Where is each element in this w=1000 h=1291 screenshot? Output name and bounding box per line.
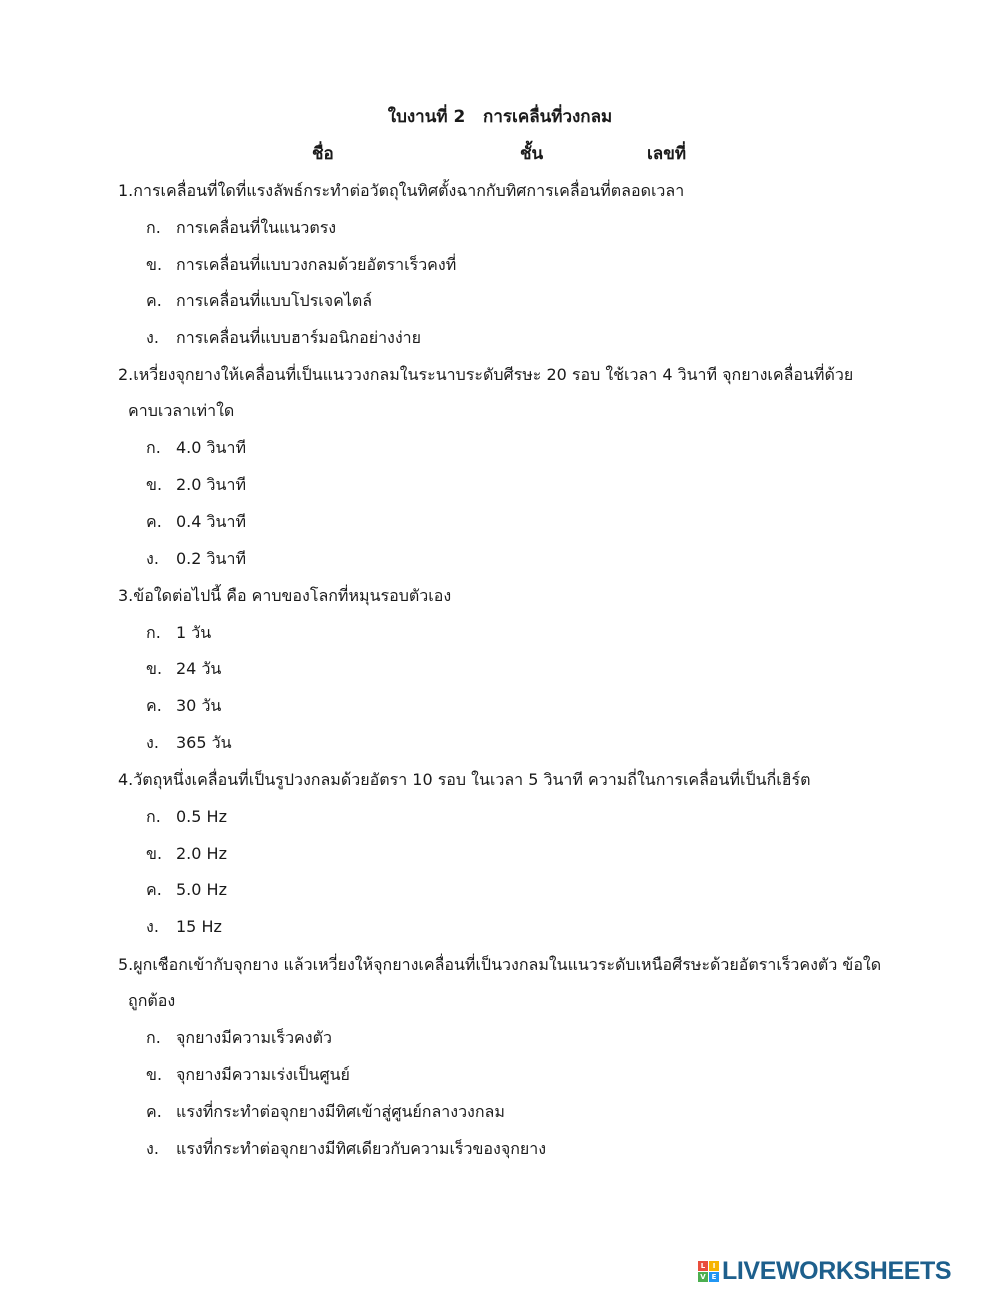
option-2a[interactable] (146, 435, 246, 461)
option-text: การเคลื่อนที่ในแนวตรง (176, 218, 337, 237)
option-text: 2.0 วินาที (176, 475, 246, 494)
option-5a[interactable] (146, 1025, 332, 1051)
option-2c[interactable] (146, 509, 246, 535)
option-text: 2.0 Hz (176, 844, 227, 863)
option-letter: ก. (146, 623, 161, 642)
question-5-continuation: ถูกต้อง (128, 991, 176, 1010)
option-letter: ค. (146, 696, 162, 715)
option-text: 0.4 วินาที (176, 512, 246, 531)
option-4a[interactable] (146, 804, 227, 830)
option-text: 0.2 วินาที (176, 549, 246, 568)
option-text: การเคลื่อนที่แบบฮาร์มอนิกอย่างง่าย (176, 328, 422, 347)
option-2b[interactable] (146, 472, 246, 498)
question-2: 2.เหวี่ยงจุกยางให้เคลื่อนที่เป็นแนววงกลมในระนาบระดับศีรษะ 20 รอบ ใช้เวลา 4 วินาที จุกยางเคลื่อนที่ด้วย (118, 365, 854, 384)
option-text: 0.5 Hz (176, 807, 227, 826)
option-3d[interactable] (146, 730, 232, 756)
option-text: การเคลื่อนที่แบบวงกลมด้วยอัตราเร็วคงที่ (176, 255, 457, 274)
option-3a[interactable] (146, 620, 211, 646)
worksheet-title: ใบงานที่ 2 การเคลื่นที่วงกลม (387, 107, 613, 127)
option-5b[interactable] (146, 1062, 350, 1088)
logo-tile-v: V (698, 1272, 708, 1282)
option-text: 4.0 วินาที (176, 438, 246, 457)
logo-tile-l: L (698, 1261, 708, 1271)
option-2d[interactable] (146, 546, 246, 572)
option-letter: ง. (146, 1139, 159, 1158)
option-letter: ค. (146, 512, 162, 531)
option-letter: ข. (146, 1065, 163, 1084)
option-text: 24 วัน (176, 659, 222, 678)
option-letter: ก. (146, 218, 161, 237)
option-letter: ค. (146, 1102, 162, 1121)
number-label: เลขที่ (647, 144, 687, 164)
option-letter: ข. (146, 659, 163, 678)
option-5d[interactable] (146, 1136, 546, 1162)
question-3: 3.ข้อใดต่อไปนี้ คือ คาบของโลกที่หมุนรอบตัวเอง (118, 586, 452, 605)
option-3c[interactable] (146, 693, 221, 719)
option-5c[interactable] (146, 1099, 505, 1125)
option-letter: ก. (146, 1028, 161, 1047)
option-letter: ข. (146, 475, 163, 494)
option-letter: ง. (146, 917, 159, 936)
option-letter: ข. (146, 255, 163, 274)
question-5: 5.ผูกเชือกเข้ากับจุกยาง แล้วเหวี่ยงให้จุกยางเคลื่อนที่เป็นวงกลมในแนวระดับเหนือศีรษะด้วยอัตราเร็วคงตัว ข้อใด (118, 955, 882, 974)
brand-name: LIVEWORKSHEETS (722, 1256, 952, 1285)
option-4b[interactable] (146, 841, 227, 867)
option-letter: ง. (146, 733, 159, 752)
option-text: แรงที่กระทำต่อจุกยางมีทิศเดียวกับความเร็วของจุกยาง (176, 1139, 547, 1158)
option-text: จุกยางมีความเร่งเป็นศูนย์ (176, 1065, 350, 1084)
logo-tile-i: I (709, 1261, 719, 1271)
liveworksheets-logo-icon (698, 1261, 719, 1282)
option-1b[interactable] (146, 252, 456, 278)
option-letter: ก. (146, 438, 161, 457)
option-text: จุกยางมีความเร็วคงตัว (176, 1028, 332, 1047)
liveworksheets-brand[interactable] (698, 1256, 951, 1286)
option-text: 30 วัน (176, 696, 222, 715)
option-letter: ข. (146, 844, 163, 863)
question-4: 4.วัตถุหนึ่งเคลื่อนที่เป็นรูปวงกลมด้วยอัตรา 10 รอบ ในเวลา 5 วินาที ความถี่ในการเคลื่อนที่เป็นกี่เฮิร์ต (118, 770, 811, 789)
option-text: 1 วัน (176, 623, 212, 642)
option-4c[interactable] (146, 877, 227, 903)
option-text: การเคลื่อนที่แบบโปรเจคไตล์ (176, 291, 373, 310)
option-letter: ง. (146, 328, 159, 347)
option-text: 5.0 Hz (176, 880, 227, 899)
question-1: 1.การเคลื่อนที่ใดที่แรงลัพธ์กระทำต่อวัตถุในทิศตั้งฉากกับทิศการเคลื่อนที่ตลอดเวลา (118, 181, 685, 200)
class-label: ชั้น (520, 144, 544, 164)
option-1d[interactable] (146, 325, 421, 351)
option-letter: ง. (146, 549, 159, 568)
name-label: ชื่อ (312, 144, 334, 164)
option-text: 365 วัน (176, 733, 232, 752)
option-text: แรงที่กระทำต่อจุกยางมีทิศเข้าสู่ศูนย์กลางวงกลม (176, 1102, 505, 1121)
question-2-continuation: คาบเวลาเท่าใด (128, 401, 235, 420)
logo-tile-e: E (709, 1272, 719, 1282)
option-text: 15 Hz (176, 917, 222, 936)
option-1a[interactable] (146, 215, 336, 241)
option-4d[interactable] (146, 914, 222, 940)
option-letter: ค. (146, 291, 162, 310)
option-letter: ก. (146, 807, 161, 826)
option-1c[interactable] (146, 288, 372, 314)
option-letter: ค. (146, 880, 162, 899)
option-3b[interactable] (146, 656, 221, 682)
